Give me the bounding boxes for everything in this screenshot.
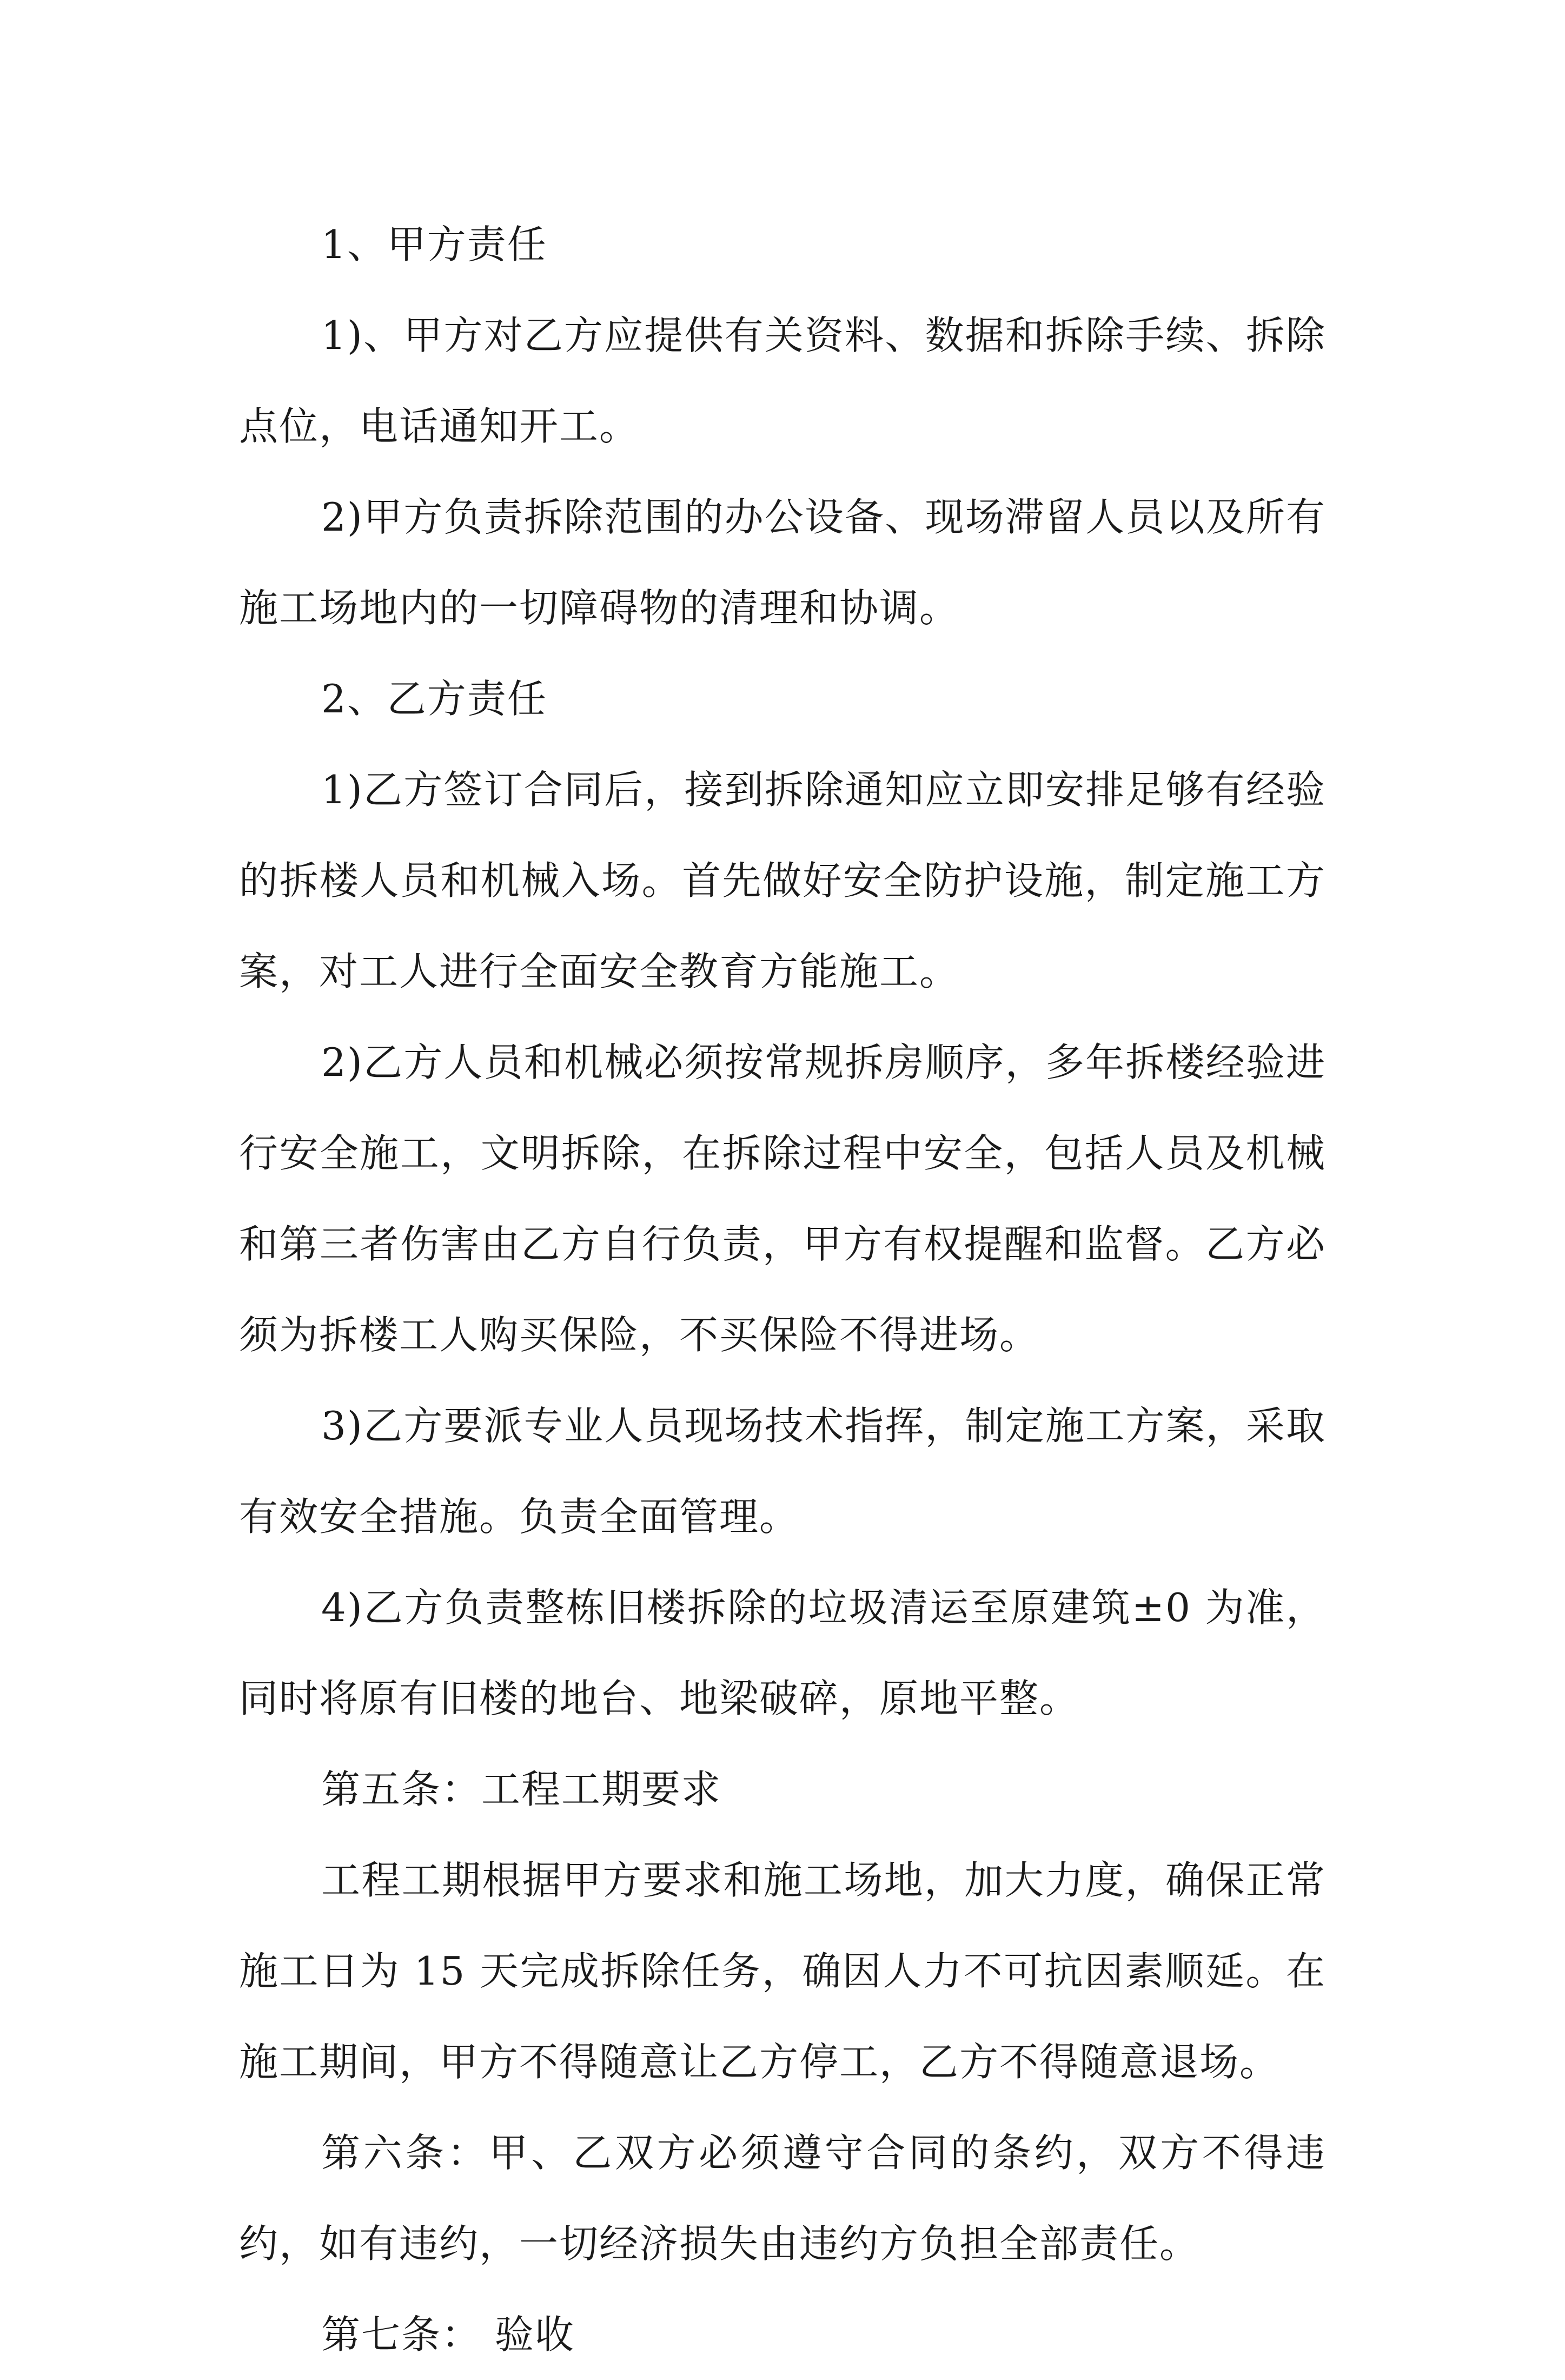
clause-heading-party-b-duties: 2、乙方责任 bbox=[321, 676, 547, 722]
article-7-heading: 第七条： 验收 bbox=[321, 2312, 575, 2357]
article-6-body: 第六条：甲、乙双方必须遵守合同的条约，双方不得违约，如有违约，一切经济损失由违约方负担全部责任。 bbox=[239, 2130, 1326, 2266]
paragraph-party-b-item-4: 4)乙方负责整栋旧楼拆除的垃圾清运至原建筑±0 为准，同时将原有旧楼的地台、地梁破碎，原地平整。 bbox=[239, 1585, 1326, 1721]
article-5-body: 工程工期根据甲方要求和施工场地，加大力度，确保正常施工日为 15 天完成拆除任务，确因人力不可抗因素顺延。在施工期间，甲方不得随意让乙方停工，乙方不得随意退场。 bbox=[239, 1857, 1326, 2085]
paragraph-party-b-item-1: 1)乙方签订合同后，接到拆除通知应立即安排足够有经验的拆楼人员和机械入场。首先做好安全防护设施，制定施工方案，对工人进行全面安全教育方能施工。 bbox=[239, 767, 1326, 994]
paragraph-party-a-item-1: 1)、甲方对乙方应提供有关资料、数据和拆除手续、拆除点位，电话通知开工。 bbox=[239, 313, 1326, 449]
clause-heading-party-a-duties: 1、甲方责任 bbox=[321, 222, 547, 267]
paragraph-party-b-item-2: 2)乙方人员和机械必须按常规拆房顺序，多年拆楼经验进行安全施工，文明拆除，在拆除过程中安全，包括人员及机械和第三者伤害由乙方自行负责，甲方有权提醒和监督。乙方必须为拆楼工人购买保险，不买保险不得进场。 bbox=[239, 1040, 1326, 1358]
paragraph-party-b-item-3: 3)乙方要派专业人员现场技术指挥，制定施工方案，采取有效安全措施。负责全面管理。 bbox=[239, 1403, 1326, 1539]
article-5-heading: 第五条：工程工期要求 bbox=[321, 1767, 722, 1812]
document-body bbox=[239, 199, 1326, 2380]
paragraph-party-a-item-2: 2)甲方负责拆除范围的办公设备、现场滞留人员以及所有施工场地内的一切障碍物的清理和协调。 bbox=[239, 494, 1326, 631]
